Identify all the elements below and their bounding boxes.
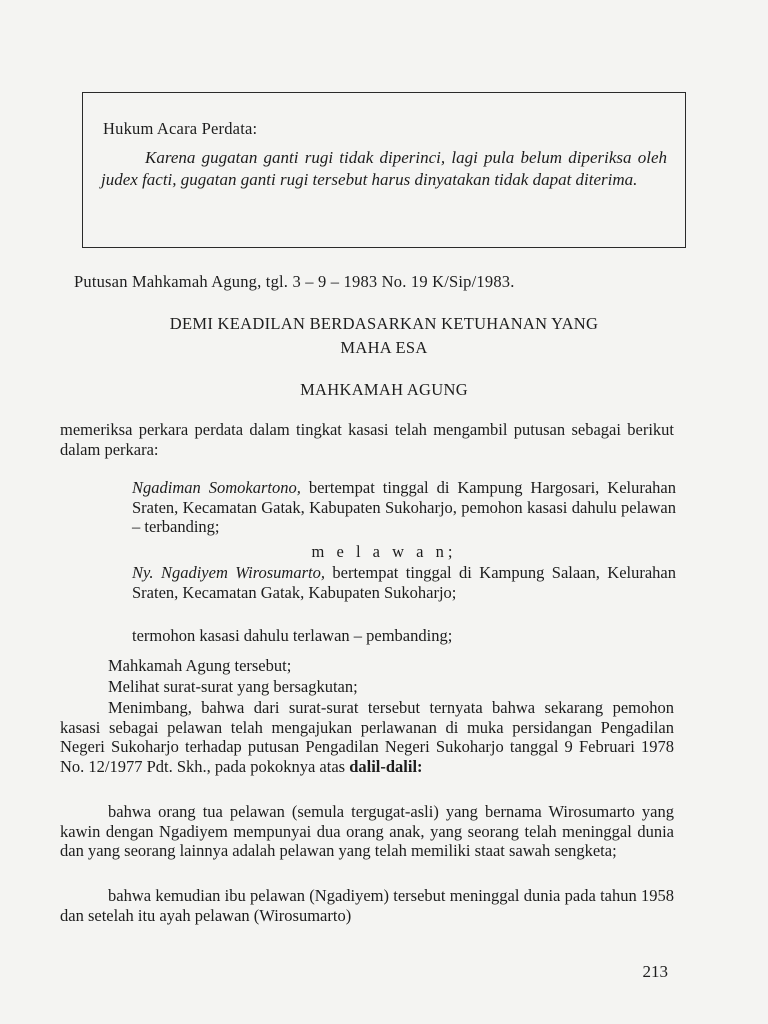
summary-body: Karena gugatan ganti rugi tidak diperinci, lagi pula belum diperiksa oleh judex facti, gugatan ganti rugi tersebut harus dinyatakan tidak dapat diterima. [101,148,667,189]
summary-box [82,92,686,248]
line-melihat: Melihat surat-surat yang bersagkutan; [108,677,358,696]
heading-line-2: MAHA ESA [340,338,428,357]
page-number: 213 [642,962,668,981]
menimbang-bold: dalil-dalil: [349,756,423,776]
party-appellant-details: bertempat tinggal di Kampung Hargosari, Kelurahan Sraten, Kecamatan Gatak, Kabupaten Sukoharjo, pemohon kasasi dahulu pelawan – terbanding; [132,478,676,536]
heading-court: MAHKAMAH AGUNG [300,380,468,399]
heading-line-1: DEMI KEADILAN BERDASARKAN KETUHANAN YANG [169,314,599,333]
party-respondent [132,563,676,602]
summary-title: Hukum Acara Perdata: [103,119,258,138]
bahwa-paragraph-2: bahwa kemudian ibu pelawan (Ngadiyem) tersebut meninggal dunia pada tahun 1958 dan setelah itu ayah pelawan (Wirosumarto) [60,886,674,925]
menimbang-paragraph [60,698,674,776]
party-appellant [132,478,676,537]
intro-paragraph: memeriksa perkara perdata dalam tingkat kasasi telah mengambil putusan sebagai berikut dalam perkara: [60,420,674,459]
decision-reference: Putusan Mahkamah Agung, tgl. 3 – 9 – 1983 No. 19 K/Sip/1983. [74,272,515,291]
versus-label: m e l a w a n; [311,542,457,561]
menimbang-text: Menimbang, bahwa dari surat-surat tersebut ternyata bahwa sekarang pemohon kasasi sebagai pelawan telah mengajukan perlawanan di muka persidangan Pengadilan Negeri Sukoharjo terhadap putusan Pengadilan Negeri Sukoharjo tanggal 9 Februari 1978 No. 12/1977 Pdt. Skh., pada pokoknya atas [60,698,674,776]
line-mahkamah: Mahkamah Agung tersebut; [108,656,292,675]
bahwa-paragraph-1: bahwa orang tua pelawan (semula tergugat-asli) yang bernama Wirosumarto yang kawin dengan Ngadiyem mempunyai dua orang anak, yang seorang telah meninggal dunia dan yang seorang lainnya adalah pelawan yang telah memiliki staat sawah sengketa; [60,802,674,860]
party-appellant-name: Ngadiman Somokartono, [132,478,301,497]
party-respondent-name: Ny. Ngadiyem Wirosumarto, [132,563,325,582]
party-respondent-role: termohon kasasi dahulu terlawan – pembanding; [132,626,453,645]
party-respondent-details: bertempat tinggal di Kampung Salaan, Kelurahan Sraten, Kecamatan Gatak, Kabupaten Sukoharjo; [132,563,677,602]
